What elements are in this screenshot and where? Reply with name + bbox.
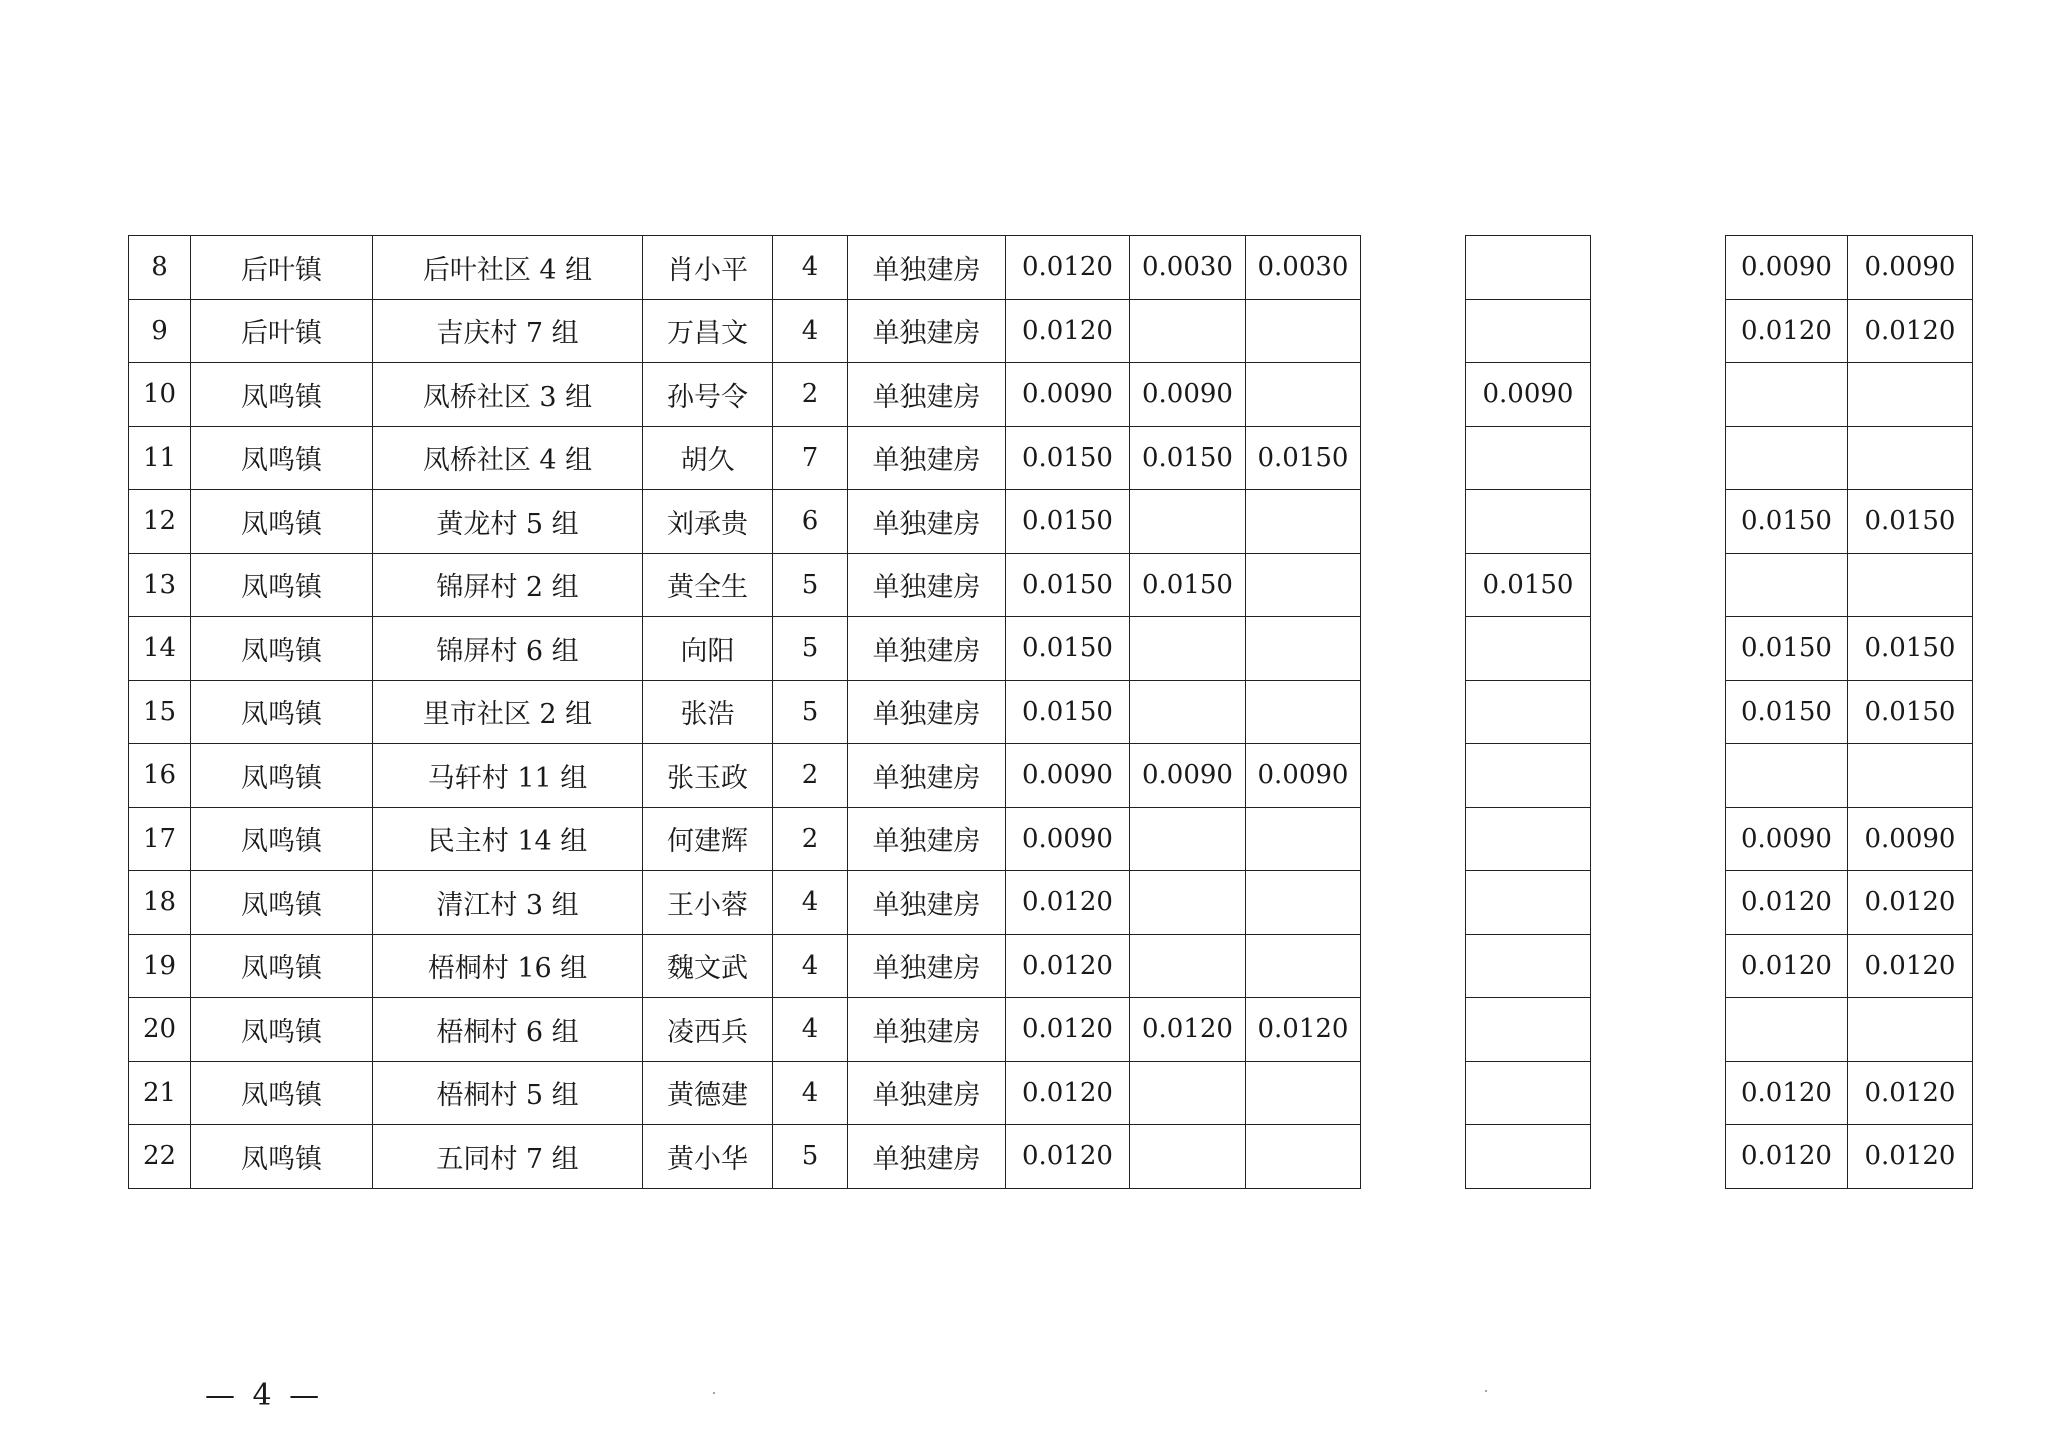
cell-town: 凤鸣镇 <box>191 680 373 744</box>
cell-col-3 <box>1361 363 1466 427</box>
cell-col-6: 0.0120 <box>1726 299 1848 363</box>
cell-col-2 <box>1246 934 1361 998</box>
cell-col-4 <box>1466 807 1591 871</box>
cell-village-group: 锦屏村 2 组 <box>373 553 643 617</box>
cell-col-3 <box>1361 299 1466 363</box>
cell-col-2: 0.0120 <box>1246 998 1361 1062</box>
cell-householder-name: 黄小华 <box>643 1125 773 1189</box>
cell-total-area: 0.0150 <box>1006 490 1130 554</box>
cell-col-1 <box>1130 617 1246 681</box>
cell-town: 凤鸣镇 <box>191 426 373 490</box>
cell-col-5 <box>1591 363 1726 427</box>
cell-col-4: 0.0150 <box>1466 553 1591 617</box>
cell-householder-name: 何建辉 <box>643 807 773 871</box>
cell-householder-name: 张浩 <box>643 680 773 744</box>
cell-col-2 <box>1246 363 1361 427</box>
cell-col-2 <box>1246 1061 1361 1125</box>
cell-col-7: 0.0120 <box>1848 299 1973 363</box>
cell-col-3 <box>1361 1125 1466 1189</box>
cell-town: 凤鸣镇 <box>191 1125 373 1189</box>
cell-col-7: 0.0150 <box>1848 680 1973 744</box>
cell-col-5 <box>1591 807 1726 871</box>
cell-col-2 <box>1246 617 1361 681</box>
cell-household-size: 7 <box>773 426 848 490</box>
cell-col-4 <box>1466 680 1591 744</box>
cell-col-6 <box>1726 363 1848 427</box>
cell-household-size: 4 <box>773 1061 848 1125</box>
cell-household-size: 4 <box>773 299 848 363</box>
cell-col-4 <box>1466 1061 1591 1125</box>
cell-col-7: 0.0120 <box>1848 1125 1973 1189</box>
cell-row-number: 12 <box>129 490 191 554</box>
cell-col-2: 0.0150 <box>1246 426 1361 490</box>
cell-town: 凤鸣镇 <box>191 998 373 1062</box>
cell-col-7: 0.0120 <box>1848 871 1973 935</box>
scan-speck <box>1485 1390 1487 1392</box>
cell-total-area: 0.0150 <box>1006 426 1130 490</box>
cell-col-2 <box>1246 680 1361 744</box>
table-body <box>129 236 1973 1189</box>
cell-household-size: 2 <box>773 744 848 808</box>
cell-construction-type: 单独建房 <box>848 617 1006 681</box>
cell-col-6: 0.0090 <box>1726 236 1848 300</box>
cell-col-1: 0.0090 <box>1130 744 1246 808</box>
cell-col-5 <box>1591 871 1726 935</box>
cell-village-group: 后叶社区 4 组 <box>373 236 643 300</box>
cell-village-group: 梧桐村 6 组 <box>373 998 643 1062</box>
cell-col-7: 0.0120 <box>1848 1061 1973 1125</box>
cell-col-4 <box>1466 871 1591 935</box>
cell-household-size: 5 <box>773 617 848 681</box>
cell-construction-type: 单独建房 <box>848 490 1006 554</box>
cell-village-group: 梧桐村 16 组 <box>373 934 643 998</box>
cell-col-1 <box>1130 680 1246 744</box>
cell-construction-type: 单独建房 <box>848 299 1006 363</box>
cell-row-number: 21 <box>129 1061 191 1125</box>
cell-col-5 <box>1591 426 1726 490</box>
cell-household-size: 5 <box>773 1125 848 1189</box>
cell-total-area: 0.0120 <box>1006 236 1130 300</box>
cell-col-2: 0.0030 <box>1246 236 1361 300</box>
cell-householder-name: 刘承贵 <box>643 490 773 554</box>
cell-total-area: 0.0120 <box>1006 299 1130 363</box>
cell-total-area: 0.0150 <box>1006 680 1130 744</box>
cell-col-2 <box>1246 299 1361 363</box>
cell-col-7: 0.0120 <box>1848 934 1973 998</box>
cell-household-size: 4 <box>773 236 848 300</box>
cell-row-number: 14 <box>129 617 191 681</box>
cell-col-6: 0.0150 <box>1726 490 1848 554</box>
cell-total-area: 0.0150 <box>1006 617 1130 681</box>
cell-village-group: 清江村 3 组 <box>373 871 643 935</box>
cell-col-7 <box>1848 744 1973 808</box>
cell-row-number: 16 <box>129 744 191 808</box>
cell-col-7 <box>1848 426 1973 490</box>
cell-household-size: 4 <box>773 871 848 935</box>
cell-row-number: 9 <box>129 299 191 363</box>
cell-construction-type: 单独建房 <box>848 744 1006 808</box>
cell-household-size: 4 <box>773 998 848 1062</box>
table-row <box>129 617 1973 681</box>
cell-col-4 <box>1466 299 1591 363</box>
cell-construction-type: 单独建房 <box>848 236 1006 300</box>
cell-village-group: 黄龙村 5 组 <box>373 490 643 554</box>
cell-householder-name: 向阳 <box>643 617 773 681</box>
cell-construction-type: 单独建房 <box>848 934 1006 998</box>
cell-col-6: 0.0120 <box>1726 1061 1848 1125</box>
cell-household-size: 5 <box>773 553 848 617</box>
cell-col-1 <box>1130 871 1246 935</box>
cell-town: 凤鸣镇 <box>191 744 373 808</box>
cell-construction-type: 单独建房 <box>848 680 1006 744</box>
cell-col-1: 0.0120 <box>1130 998 1246 1062</box>
cell-col-7 <box>1848 363 1973 427</box>
cell-col-5 <box>1591 998 1726 1062</box>
cell-village-group: 五同村 7 组 <box>373 1125 643 1189</box>
cell-householder-name: 胡久 <box>643 426 773 490</box>
cell-householder-name: 孙号令 <box>643 363 773 427</box>
cell-col-6 <box>1726 744 1848 808</box>
cell-col-5 <box>1591 680 1726 744</box>
cell-row-number: 10 <box>129 363 191 427</box>
cell-col-2 <box>1246 490 1361 554</box>
cell-col-5 <box>1591 236 1726 300</box>
cell-col-4 <box>1466 744 1591 808</box>
cell-householder-name: 黄全生 <box>643 553 773 617</box>
cell-col-6: 0.0120 <box>1726 871 1848 935</box>
cell-col-3 <box>1361 744 1466 808</box>
cell-col-3 <box>1361 807 1466 871</box>
table-row <box>129 553 1973 617</box>
cell-village-group: 凤桥社区 4 组 <box>373 426 643 490</box>
cell-col-7 <box>1848 553 1973 617</box>
cell-col-3 <box>1361 1061 1466 1125</box>
cell-village-group: 凤桥社区 3 组 <box>373 363 643 427</box>
table-row <box>129 807 1973 871</box>
cell-col-3 <box>1361 236 1466 300</box>
cell-householder-name: 张玉政 <box>643 744 773 808</box>
cell-col-5 <box>1591 617 1726 681</box>
cell-row-number: 13 <box>129 553 191 617</box>
cell-col-5 <box>1591 1125 1726 1189</box>
cell-household-size: 2 <box>773 807 848 871</box>
cell-village-group: 民主村 14 组 <box>373 807 643 871</box>
cell-col-2 <box>1246 871 1361 935</box>
cell-total-area: 0.0090 <box>1006 807 1130 871</box>
cell-col-1 <box>1130 490 1246 554</box>
cell-col-4 <box>1466 490 1591 554</box>
cell-row-number: 8 <box>129 236 191 300</box>
cell-total-area: 0.0120 <box>1006 998 1130 1062</box>
table-row <box>129 490 1973 554</box>
table-row <box>129 1125 1973 1189</box>
cell-total-area: 0.0120 <box>1006 1125 1130 1189</box>
cell-col-4 <box>1466 998 1591 1062</box>
cell-col-2 <box>1246 807 1361 871</box>
cell-col-3 <box>1361 934 1466 998</box>
cell-col-3 <box>1361 553 1466 617</box>
cell-col-6 <box>1726 553 1848 617</box>
cell-village-group: 马轩村 11 组 <box>373 744 643 808</box>
cell-row-number: 22 <box>129 1125 191 1189</box>
cell-col-2 <box>1246 1125 1361 1189</box>
cell-col-6: 0.0090 <box>1726 807 1848 871</box>
cell-col-4 <box>1466 426 1591 490</box>
table-row <box>129 744 1973 808</box>
cell-household-size: 2 <box>773 363 848 427</box>
cell-col-2: 0.0090 <box>1246 744 1361 808</box>
cell-total-area: 0.0090 <box>1006 363 1130 427</box>
cell-col-5 <box>1591 1061 1726 1125</box>
cell-col-4 <box>1466 236 1591 300</box>
cell-col-7: 0.0090 <box>1848 236 1973 300</box>
table-row <box>129 236 1973 300</box>
cell-village-group: 锦屏村 6 组 <box>373 617 643 681</box>
table-row <box>129 426 1973 490</box>
cell-col-7: 0.0150 <box>1848 617 1973 681</box>
cell-town: 凤鸣镇 <box>191 617 373 681</box>
cell-col-1 <box>1130 1125 1246 1189</box>
cell-town: 凤鸣镇 <box>191 553 373 617</box>
cell-col-6 <box>1726 426 1848 490</box>
cell-col-5 <box>1591 934 1726 998</box>
cell-row-number: 18 <box>129 871 191 935</box>
cell-col-6 <box>1726 998 1848 1062</box>
scan-speck <box>713 1392 715 1394</box>
cell-col-7: 0.0150 <box>1848 490 1973 554</box>
cell-row-number: 17 <box>129 807 191 871</box>
cell-col-2 <box>1246 553 1361 617</box>
cell-col-5 <box>1591 553 1726 617</box>
cell-town: 后叶镇 <box>191 299 373 363</box>
page-number: — 4 — <box>205 1378 324 1413</box>
cell-row-number: 19 <box>129 934 191 998</box>
cell-col-3 <box>1361 680 1466 744</box>
cell-household-size: 5 <box>773 680 848 744</box>
cell-col-1: 0.0030 <box>1130 236 1246 300</box>
cell-construction-type: 单独建房 <box>848 1125 1006 1189</box>
cell-construction-type: 单独建房 <box>848 807 1006 871</box>
cell-total-area: 0.0120 <box>1006 934 1130 998</box>
cell-col-7 <box>1848 998 1973 1062</box>
cell-village-group: 梧桐村 5 组 <box>373 1061 643 1125</box>
cell-total-area: 0.0150 <box>1006 553 1130 617</box>
cell-row-number: 20 <box>129 998 191 1062</box>
cell-householder-name: 凌西兵 <box>643 998 773 1062</box>
cell-householder-name: 魏文武 <box>643 934 773 998</box>
cell-col-3 <box>1361 998 1466 1062</box>
cell-col-5 <box>1591 490 1726 554</box>
cell-col-1 <box>1130 807 1246 871</box>
cell-col-4: 0.0090 <box>1466 363 1591 427</box>
cell-household-size: 6 <box>773 490 848 554</box>
cell-town: 后叶镇 <box>191 236 373 300</box>
cell-col-1: 0.0150 <box>1130 426 1246 490</box>
cell-col-6: 0.0120 <box>1726 1125 1848 1189</box>
cell-col-1 <box>1130 1061 1246 1125</box>
cell-col-1 <box>1130 299 1246 363</box>
cell-construction-type: 单独建房 <box>848 998 1006 1062</box>
cell-household-size: 4 <box>773 934 848 998</box>
table-row <box>129 363 1973 427</box>
cell-town: 凤鸣镇 <box>191 807 373 871</box>
cell-col-4 <box>1466 1125 1591 1189</box>
cell-col-6: 0.0120 <box>1726 934 1848 998</box>
cell-construction-type: 单独建房 <box>848 553 1006 617</box>
cell-col-3 <box>1361 490 1466 554</box>
cell-col-6: 0.0150 <box>1726 617 1848 681</box>
cell-col-6: 0.0150 <box>1726 680 1848 744</box>
cell-total-area: 0.0090 <box>1006 744 1130 808</box>
cell-col-3 <box>1361 617 1466 681</box>
cell-construction-type: 单独建房 <box>848 871 1006 935</box>
cell-construction-type: 单独建房 <box>848 1061 1006 1125</box>
cell-col-1: 0.0150 <box>1130 553 1246 617</box>
cell-row-number: 11 <box>129 426 191 490</box>
cell-col-5 <box>1591 299 1726 363</box>
cell-col-7: 0.0090 <box>1848 807 1973 871</box>
cell-town: 凤鸣镇 <box>191 363 373 427</box>
cell-householder-name: 万昌文 <box>643 299 773 363</box>
cell-town: 凤鸣镇 <box>191 934 373 998</box>
cell-col-1: 0.0090 <box>1130 363 1246 427</box>
table-row <box>129 1061 1973 1125</box>
cell-col-4 <box>1466 617 1591 681</box>
cell-total-area: 0.0120 <box>1006 871 1130 935</box>
cell-village-group: 里市社区 2 组 <box>373 680 643 744</box>
cell-householder-name: 肖小平 <box>643 236 773 300</box>
cell-village-group: 吉庆村 7 组 <box>373 299 643 363</box>
cell-row-number: 15 <box>129 680 191 744</box>
cell-total-area: 0.0120 <box>1006 1061 1130 1125</box>
cell-town: 凤鸣镇 <box>191 871 373 935</box>
land-use-table <box>128 235 1973 1189</box>
table-row <box>129 299 1973 363</box>
cell-householder-name: 王小蓉 <box>643 871 773 935</box>
cell-col-4 <box>1466 934 1591 998</box>
cell-town: 凤鸣镇 <box>191 1061 373 1125</box>
table-row <box>129 934 1973 998</box>
table-row <box>129 680 1973 744</box>
cell-col-3 <box>1361 871 1466 935</box>
cell-col-3 <box>1361 426 1466 490</box>
table-row <box>129 998 1973 1062</box>
cell-town: 凤鸣镇 <box>191 490 373 554</box>
cell-construction-type: 单独建房 <box>848 363 1006 427</box>
cell-construction-type: 单独建房 <box>848 426 1006 490</box>
table-row <box>129 871 1973 935</box>
cell-householder-name: 黄德建 <box>643 1061 773 1125</box>
cell-col-1 <box>1130 934 1246 998</box>
cell-col-5 <box>1591 744 1726 808</box>
